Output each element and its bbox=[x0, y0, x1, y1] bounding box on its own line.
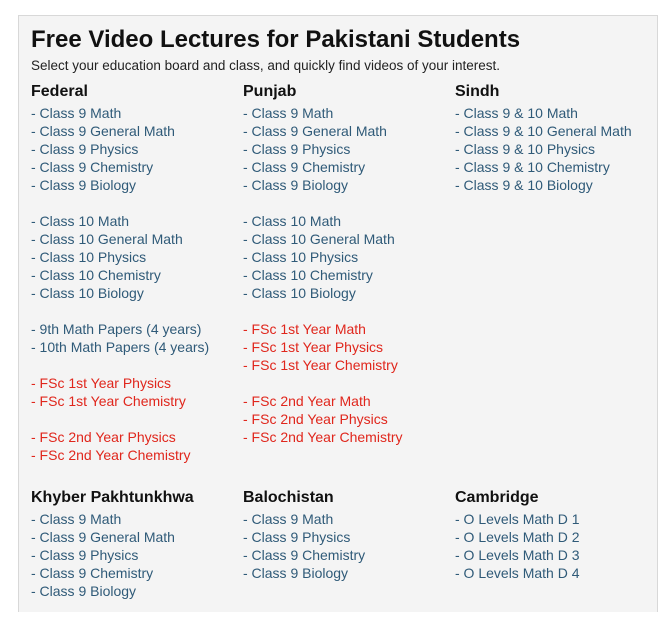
board-heading: Sindh bbox=[455, 83, 500, 100]
lecture-link[interactable]: - 9th Math Papers (4 years) bbox=[31, 321, 202, 337]
lecture-link[interactable]: - Class 9 General Math bbox=[243, 123, 387, 139]
lecture-link[interactable]: - O Levels Math D 4 bbox=[455, 565, 580, 581]
lectures-panel bbox=[18, 15, 658, 612]
link-group bbox=[243, 320, 453, 374]
lecture-link[interactable]: - FSc 1st Year Chemistry bbox=[243, 357, 398, 373]
lecture-link[interactable]: - Class 9 & 10 Math bbox=[455, 105, 578, 121]
link-group bbox=[31, 510, 241, 600]
lecture-link[interactable]: - FSc 1st Year Math bbox=[243, 321, 366, 337]
lecture-link[interactable]: - FSc 2nd Year Physics bbox=[31, 429, 176, 445]
lecture-link[interactable]: - Class 9 Chemistry bbox=[31, 159, 154, 175]
lecture-link[interactable]: - 10th Math Papers (4 years) bbox=[31, 339, 210, 355]
lecture-link[interactable]: - Class 9 Physics bbox=[31, 547, 139, 563]
lecture-link[interactable]: - Class 9 Biology bbox=[31, 583, 137, 599]
lecture-link[interactable]: - O Levels Math D 3 bbox=[455, 547, 580, 563]
lecture-link[interactable]: - Class 9 Physics bbox=[31, 141, 139, 157]
link-group bbox=[31, 320, 241, 356]
lecture-link[interactable]: - Class 9 Chemistry bbox=[31, 565, 154, 581]
lecture-link[interactable]: - Class 10 Math bbox=[31, 213, 130, 229]
board-heading: Khyber Pakhtunkhwa bbox=[31, 489, 194, 506]
lecture-link[interactable]: - Class 9 Physics bbox=[243, 141, 351, 157]
lecture-link[interactable]: - Class 10 Biology bbox=[243, 285, 356, 301]
lecture-link[interactable]: - FSc 2nd Year Math bbox=[243, 393, 371, 409]
lecture-link[interactable]: - Class 9 Biology bbox=[31, 177, 137, 193]
lecture-link[interactable]: - Class 9 & 10 Biology bbox=[455, 177, 593, 193]
board-heading: Punjab bbox=[243, 83, 297, 100]
board-heading: Balochistan bbox=[243, 489, 334, 506]
lecture-link[interactable]: - Class 10 Biology bbox=[31, 285, 144, 301]
lecture-link[interactable]: - Class 9 & 10 Chemistry bbox=[455, 159, 610, 175]
lecture-link[interactable]: - Class 10 General Math bbox=[243, 231, 395, 247]
lecture-link[interactable]: - Class 9 General Math bbox=[31, 123, 175, 139]
lecture-link[interactable]: - Class 9 & 10 Physics bbox=[455, 141, 596, 157]
board-sindh bbox=[455, 82, 665, 212]
board-kpk bbox=[31, 488, 241, 618]
link-group bbox=[31, 212, 241, 302]
lecture-link[interactable]: - Class 10 Chemistry bbox=[243, 267, 373, 283]
link-group bbox=[243, 392, 453, 446]
lecture-link[interactable]: - Class 9 Math bbox=[31, 511, 122, 527]
link-group bbox=[31, 374, 241, 410]
lecture-link[interactable]: - Class 10 Chemistry bbox=[31, 267, 161, 283]
board-balochistan bbox=[243, 488, 453, 600]
link-group bbox=[31, 104, 241, 194]
lecture-link[interactable]: - Class 10 Math bbox=[243, 213, 342, 229]
lecture-link[interactable]: - Class 10 Physics bbox=[243, 249, 359, 265]
lecture-link[interactable]: - Class 9 Physics bbox=[243, 529, 351, 545]
board-federal bbox=[31, 82, 241, 482]
board-cambridge bbox=[455, 488, 665, 600]
lecture-link[interactable]: - Class 9 Biology bbox=[243, 177, 349, 193]
lecture-link[interactable]: - Class 10 General Math bbox=[31, 231, 183, 247]
board-heading: Cambridge bbox=[455, 489, 539, 506]
lecture-link[interactable]: - Class 10 Physics bbox=[31, 249, 147, 265]
lecture-link[interactable]: - Class 9 Chemistry bbox=[243, 547, 366, 563]
page-title: Free Video Lectures for Pakistani Students bbox=[31, 26, 521, 53]
board-punjab bbox=[243, 82, 453, 464]
lecture-link[interactable]: - O Levels Math D 1 bbox=[455, 511, 580, 527]
lecture-link[interactable]: - Class 9 & 10 General Math bbox=[455, 123, 632, 139]
link-group bbox=[455, 104, 665, 194]
link-group bbox=[31, 428, 241, 464]
link-group bbox=[455, 510, 665, 582]
lecture-link[interactable]: - FSc 2nd Year Chemistry bbox=[31, 447, 191, 463]
lecture-link[interactable]: - Class 9 General Math bbox=[31, 529, 175, 545]
lecture-link[interactable]: - Class 9 Math bbox=[243, 511, 334, 527]
link-group bbox=[243, 104, 453, 194]
lecture-link[interactable]: - FSc 2nd Year Physics bbox=[243, 411, 388, 427]
lecture-link[interactable]: - O Levels Math D 2 bbox=[455, 529, 580, 545]
link-group bbox=[243, 212, 453, 302]
lecture-link[interactable]: - FSc 1st Year Chemistry bbox=[31, 393, 186, 409]
lecture-link[interactable]: - FSc 1st Year Physics bbox=[31, 375, 172, 391]
page-subtitle: Select your education board and class, and quickly find videos of your interest. bbox=[31, 58, 501, 73]
lecture-link[interactable]: - FSc 2nd Year Chemistry bbox=[243, 429, 403, 445]
link-group bbox=[243, 510, 453, 582]
board-heading: Federal bbox=[31, 83, 88, 100]
lecture-link[interactable]: - FSc 1st Year Physics bbox=[243, 339, 384, 355]
lecture-link[interactable]: - Class 9 Math bbox=[243, 105, 334, 121]
lecture-link[interactable]: - Class 9 Math bbox=[31, 105, 122, 121]
lecture-link[interactable]: - Class 9 Biology bbox=[243, 565, 349, 581]
lecture-link[interactable]: - Class 9 Chemistry bbox=[243, 159, 366, 175]
